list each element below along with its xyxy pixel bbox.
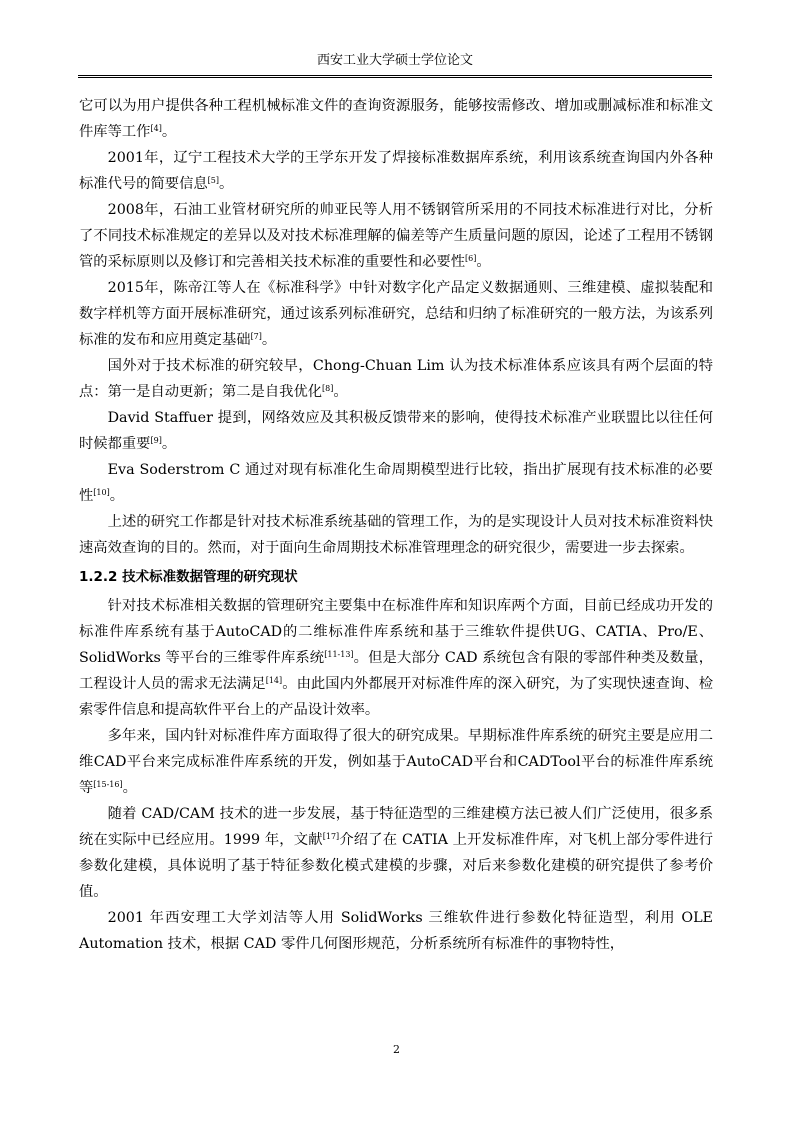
- paragraph-tail: 。由此国内外都展开对标准件库的深入研究，为了实现快速查询、检索零件信息和提高软件平台上的产品设计效率。: [79, 676, 714, 718]
- paragraph-tail: 。: [109, 488, 125, 504]
- citation: [9]: [150, 436, 162, 445]
- paragraph-text: 国外对于技术标准的研究较早，Chong-Chuan Lim 认为技术标准体系应该具有两个层面的特点：第一是自动更新；第二是自我优化: [79, 358, 713, 400]
- citation: [4]: [150, 124, 162, 133]
- paragraph-text: 针对技术标准相关数据的管理研究主要集中在标准件库和知识库两个方面，目前已经成功开发的标准件库系统有基于AutoCAD的二维标准件库系统和基于三维软件提供UG、CATIA、Pro/E、SolidWorks 等平台的三维零件库系统: [79, 598, 713, 666]
- citation: [10]: [93, 488, 110, 497]
- paragraph: [79, 593, 713, 723]
- paragraph: [79, 93, 713, 145]
- paragraph: [79, 275, 713, 353]
- paragraph: [79, 905, 713, 957]
- citation: [6]: [465, 254, 477, 263]
- paragraph: [79, 509, 713, 561]
- section-heading: 1.2.2 技术标准数据管理的研究现状: [79, 569, 298, 585]
- header-rule: [78, 75, 712, 78]
- citation: [8]: [322, 384, 334, 393]
- paragraph: [79, 723, 713, 801]
- paragraph: [79, 801, 713, 905]
- paragraph-text: 2001年，辽宁工程技术大学的王学东开发了焊接标准数据库系统，利用该系统查询国内外各种标准代号的简要信息: [79, 150, 713, 192]
- citation: [15-16]: [93, 780, 123, 789]
- citation: [14]: [265, 676, 283, 685]
- paragraph-tail: 。: [161, 124, 177, 140]
- paragraph-tail: 。: [261, 332, 277, 348]
- paragraph-tail: 。: [476, 254, 491, 270]
- citation: [17]: [322, 832, 340, 841]
- paragraph: [79, 145, 713, 197]
- citation: [11-13]: [324, 650, 354, 659]
- running-header: 西安工业大学硕士学位论文: [316, 53, 473, 68]
- paragraph-text: 2015年，陈帝江等人在《标准科学》中针对数字化产品定义数据通则、三维建模、虚拟装配和数字样机等方面开展标准研究，通过该系列标准研究，总结和归纳了标准研究的一般方法，为该系列标准的发布和应用奠定基础: [79, 280, 713, 348]
- paragraph-tail: 。: [333, 384, 348, 400]
- paragraph-text: 它可以为用户提供各种工程机械标准文件的查询资源服务，能够按需修改、增加或删减标准和标准文件库等工作: [79, 98, 713, 140]
- paragraph: [79, 405, 713, 457]
- paragraph-text: Eva Soderstrom C 通过对现有标准化生命周期模型进行比较，指出扩展现有技术标准的必要性: [79, 462, 713, 504]
- paragraph-text: 多年来，国内针对标准件库方面取得了很大的研究成果。早期标准件库系统的研究主要是应用二维CAD平台来完成标准件库系统的开发，例如基于AutoCAD平台和CADTool平台的标准件库系统等: [79, 728, 713, 796]
- body-text: [79, 93, 713, 957]
- paragraph-tail: 。: [161, 436, 177, 452]
- page-number: 2: [393, 1043, 400, 1056]
- paragraph-text: 上述的研究工作都是针对技术标准系统基础的管理工作，为的是实现设计人员对技术标准资料快速高效查询的目的。然而，对于面向生命周期技术标准管理理念的研究很少，需要进一步去探索。: [79, 514, 713, 556]
- paragraph-text: 2008年，石油工业管材研究所的帅亚民等人用不锈钢管所采用的不同技术标准进行对比，分析了不同技术标准规定的差异以及对技术标准理解的偏差等产生质量问题的原因，论述了工程用不锈钢管的采标原则以及修订和完善相关技术标准的重要性和必要性: [79, 202, 713, 270]
- paragraph: [79, 353, 713, 405]
- paragraph-text: David Staffuer 提到，网络效应及其积极反馈带来的影响，使得技术标准产业联盟比以往任何时候都重要: [79, 410, 713, 452]
- paragraph: [79, 197, 713, 275]
- paragraph-tail: 。: [219, 176, 234, 192]
- paragraph-tail: 。: [122, 780, 137, 796]
- paragraph-tail: 介绍了在 CATIA 上开发标准件库，对飞机上部分零件进行参数化建模，具体说明了基于特征参数化模式建模的步骤，对后来参数化建模的研究提供了参考价值。: [79, 832, 713, 900]
- citation: [5]: [207, 176, 220, 185]
- paragraph: [79, 457, 713, 509]
- paragraph-tail: 。但是大部分 CAD 系统包含有限的零部件种类及数量，工程设计人员的需求无法满足: [79, 650, 713, 692]
- citation: [7]: [250, 332, 262, 341]
- paragraph-text: 2001 年西安理工大学刘洁等人用 SolidWorks 三维软件进行参数化特征造型，利用 OLE Automation 技术，根据 CAD 零件几何图形规范，分析系统所有标准件的事物特性，: [79, 910, 713, 952]
- paragraph-text: 随着 CAD/CAM 技术的进一步发展，基于特征造型的三维建模方法已被人们广泛使用，很多系统在实际中已经应用。1999 年，文献: [79, 806, 713, 848]
